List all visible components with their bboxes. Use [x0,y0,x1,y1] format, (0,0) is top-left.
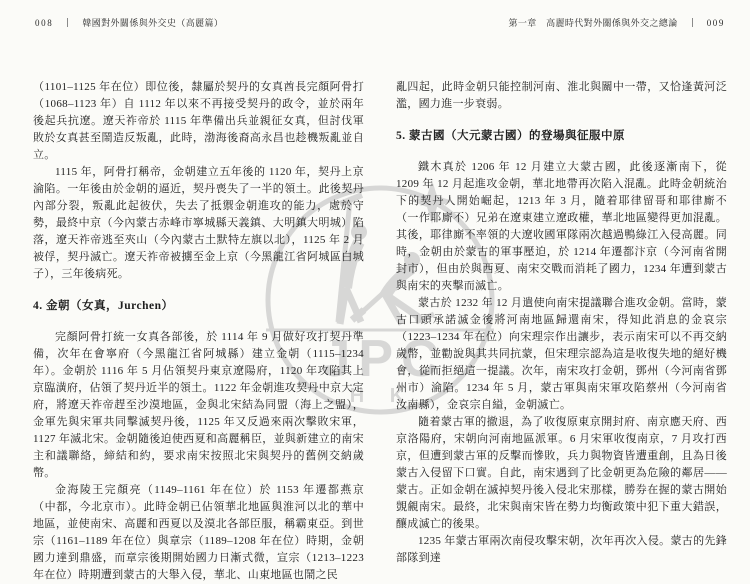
right-page-body [396,79,727,567]
section-heading: 4. 金朝（女真，Jurchen） [33,300,174,312]
left-running-title: 韓國對外關係與外交史（高麗篇） [82,18,224,28]
body-paragraph: 1115 年，阿骨打稱帝，金朝建立五年後的 1120 年，契丹上京淪陷。一年後由於金朝的逼近，契丹喪失了一半的領土。此後契丹內部分裂，叛亂此起彼伏，失去了抵禦金朝進攻的能力，處於守勢，最終中京（今內蒙古赤峰市寧城縣天義鎮、大明鎮大明城）陷落，遼天祚帝逃至夾山（今內蒙古土默特左旗以北），1125 年 2 月被俘，契丹滅亡。遼天祚帝被擄至金上京（今黑龍江省阿城區白城子），三年後病死。 [33,166,364,280]
body-paragraph: 亂四起，此時金朝只能控制河南、淮北與關中一帶，又恰逢黃河泛濫，國力進一步衰弱。 [396,81,727,110]
watermark-text-sub: H K [349,385,415,407]
watermark-text-main: JPC [321,330,447,388]
body-paragraph: 隨着蒙古軍的撤退，為了收復原東京開封府、南京應天府、西京洛陽府，宋朝向河南地區派軍。6 月宋軍收復南京，7 月攻打西京，但遭到蒙古軍的反擊而慘敗，兵力與物資皆遭重創，且為日後蒙古入侵留下口實。自此，南宋遇到了比金朝更為危險的鄰居——蒙古。正如金朝在滅掉契丹後入侵北宋那樣，勝券在握的蒙古開始覬覦南宋。最終，北宋與南宋皆在勢力均衡政策中犯下重大錯誤，釀成滅亡的後果。 [396,416,727,530]
header-divider [67,18,68,27]
body-paragraph: 完顏阿骨打統一女真各部後，於 1114 年 9 月做好攻打契丹準備，次年在會寧府（今黑龍江省阿城縣）建立金朝（1115–1234 年）。金朝於 1116 年 5 月佔領契丹東京遼陽府，1120 年攻陷其上京臨潢府，佔領了契丹近半的領土。1122 年金朝進攻契丹中京大定府，將遼天祚帝趕至沙漠地區，金與北宋結為同盟（海上之盟），金軍先與宋軍共同擊滅契丹後，1125 年又反過來兩次擊敗宋軍，1127 年滅北宋。金朝隨後迫使西夏和高麗稱臣，並與新建立的南宋主和議聯絡，締結和約，要求南宋按照北宋與契丹的舊例交納歲幣。 [33,331,364,479]
right-running-header [508,16,725,29]
left-page-number: 008 [35,17,54,28]
left-running-header [35,16,223,29]
body-paragraph: 金海陵王完顏亮（1149–1161 年在位）於 1153 年遷都燕京（中都，今北京市）。此時金朝已佔領華北地區與淮河以北的華中地區，並使南宋、高麗和西夏以及漠北各部臣服，稱霸東亞。到世宗（1161–1189 年在位）與章宗（1189–1208 年在位）時期，金朝國力達到鼎盛，而章宗後期開始國力日漸式微，宣宗（1213–1223 年在位）時期遭到蒙古的大舉入侵，華北、山東地區也鬧之民 [33,484,364,581]
header-divider [692,18,693,27]
body-paragraph: （1101–1125 年在位）即位後，隸屬於契丹的女真酋長完顏阿骨打（1068–1123 年）自 1112 年以來不再接受契丹的政令，並於兩年後起兵抗遼。遼天祚帝於 1115 年準備出兵並親征女真，但討伐軍敗於女真甚至鬧造反叛亂，此時，渤海後裔高永昌也趁機叛亂並自立。 [33,81,364,161]
right-page-number: 009 [706,17,725,28]
body-paragraph: 1235 年蒙古軍兩次南侵攻擊宋朝，次年再次入侵。蒙古的先鋒部隊到達 [396,535,727,564]
section-heading: 5. 蒙古國（大元蒙古國）的登場與征服中原 [396,130,625,142]
body-paragraph: 蒙古於 1232 年 12 月遣使向南宋提議聯合進攻金朝。當時，蒙古口頭承諾滅金後將河南地區歸還南宋，得知此消息的金哀宗（1223–1234 年在位）向宋理宗作出讓步，表示南宋可以不再交納歲幣，並勸說與其共同抗蒙，但宋理宗認為這是收復失地的絕好機會，從而拒絕這一提議。次年，南宋攻打金朝，鄧州（今河南省鄧州市）淪陷。1234 年 5 月，蒙古軍與南宋軍攻陷蔡州（今河南省汝南縣），金哀宗自縊，金朝滅亡。 [396,297,727,411]
left-page-body [33,79,364,584]
body-paragraph: 鐵木真於 1206 年 12 月建立大蒙古國，此後逐漸南下，從 1209 年 12 月起進攻金朝，華北地帶再次陷入混亂。此時金朝統治下的契丹人開始崛起，1213 年 3 月，隨着耶律留哥和耶律廝不（一作耶廝不）兄弟在遼東建立遼政權，華北地區變得更加混亂。其後，耶律廝不率領的大遼收國軍隊兩次越過鴨綠江入侵高麗。同時，金朝由於蒙古的軍事壓迫，於 1214 年遷都汴京（今河南省開封市），但由於與西夏、南宋交戰而消耗了國力，1234 年遭到蒙古與南宋的夾擊而滅亡。 [396,161,727,292]
right-running-title: 第一章 高麗時代對外關係與外交之總論 [508,18,678,28]
